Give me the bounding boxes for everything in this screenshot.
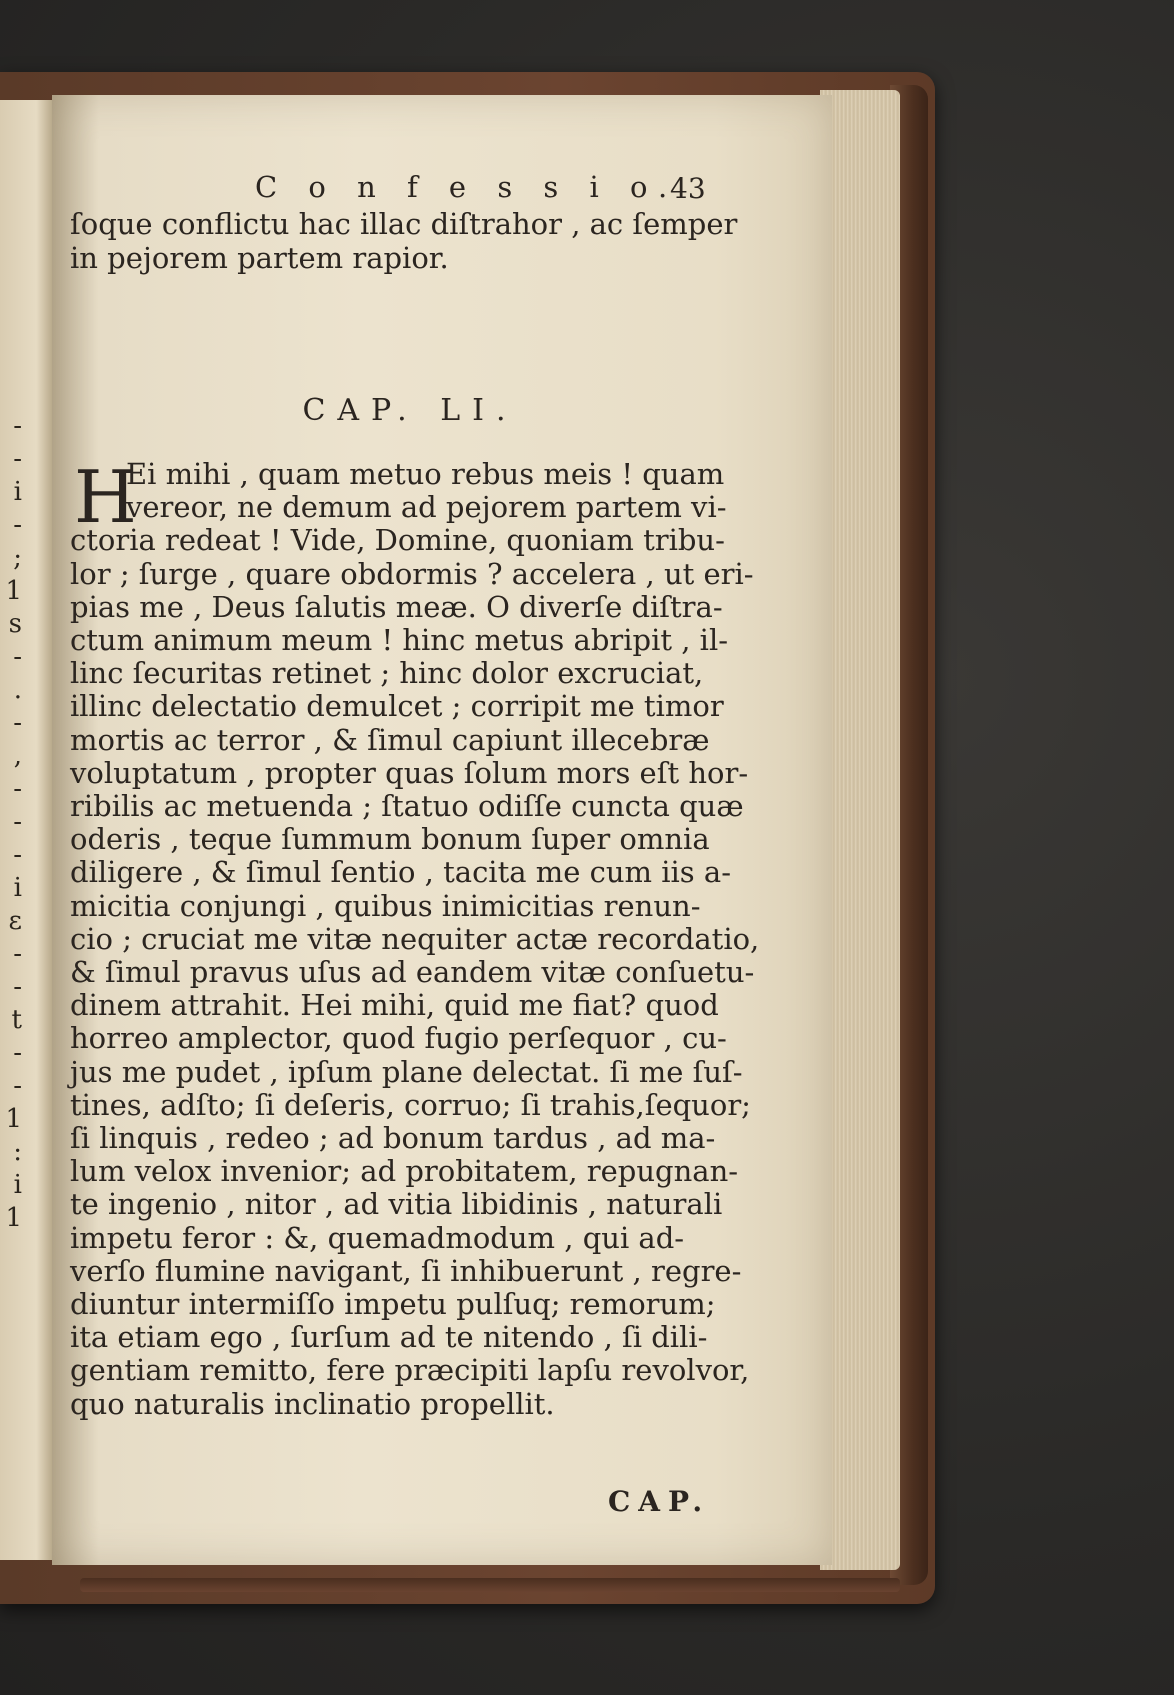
text-line: tines, adſto; ſi deſeris, corruo; ſi trahis,ſequor;: [70, 1087, 751, 1122]
running-title: C o n f e s s i o.: [255, 170, 679, 204]
text-line: impetu feror : &, quemadmodum , qui ad-: [70, 1220, 685, 1255]
margin-mark: -: [13, 444, 22, 474]
margin-mark: -: [13, 1038, 22, 1068]
page-number: 43: [670, 172, 706, 205]
text-line: lum velox invenior; ad probitatem, repugnan-: [70, 1154, 739, 1189]
margin-mark: 1: [5, 1104, 22, 1134]
catchword: CAP.: [608, 1485, 711, 1518]
margin-mark: i: [13, 477, 22, 507]
margin-mark: :: [13, 1137, 22, 1167]
right-page: [52, 95, 832, 1565]
text-line: ribilis ac metuenda ; ſtatuo odiſſe cuncta quæ: [70, 789, 744, 823]
margin-mark: 1: [5, 1203, 22, 1233]
text-line: quo naturalis inclinatio propellit.: [70, 1386, 555, 1421]
drop-cap-initial: H: [74, 455, 137, 539]
margin-mark: -: [13, 411, 22, 441]
text-line: lor ; ſurge , quare obdormis ? accelera , ut eri-: [70, 556, 754, 591]
text-line: verſo flumine navigant, ſi inhibuerunt , regre-: [70, 1253, 742, 1288]
text-line: illinc delectatio demulcet ; corripit me timor: [70, 689, 724, 724]
margin-mark: -: [13, 807, 22, 837]
left-page-margin-marks: [0, 410, 22, 1235]
margin-mark: -: [13, 642, 22, 672]
margin-mark: -: [13, 1071, 22, 1101]
text-line: dinem attrahit. Hei mihi, quid me fiat? quod: [70, 988, 719, 1023]
page-header: [70, 170, 750, 210]
text-line: linc ſecuritas retinet ; hinc dolor excruciat,: [70, 656, 704, 691]
text-line: ctum animum meum ! hinc metus abripit , il-: [70, 623, 729, 657]
text-line: ita etiam ego , ſurſum ad te nitendo , ſi dili-: [70, 1320, 708, 1355]
text-line: oderis , teque ſummum bonum ſuper omnia: [70, 822, 710, 857]
text-line: diligere , & ſimul ſentio , tacita me cum iis a-: [70, 855, 731, 890]
margin-mark: ε: [8, 906, 22, 936]
text-line: mortis ac terror , & ſimul capiunt illecebræ: [70, 722, 710, 757]
left-page: [0, 100, 52, 1560]
margin-mark: t: [11, 1005, 22, 1035]
text-line: te ingenio , nitor , ad vitia libidinis , naturali: [70, 1187, 723, 1222]
margin-mark: i: [13, 873, 22, 903]
text-line: Ei mihi , quam metuo rebus meis ! quam: [126, 457, 725, 491]
text-line: voluptatum , propter quas ſolum mors eſt hor-: [70, 755, 749, 790]
margin-mark: -: [13, 939, 22, 969]
text-line: ſi linquis , redeo ; ad bonum tardus , ad ma-: [70, 1121, 716, 1155]
text-line: gentiam remitto, fere præcipiti lapſu revolvor,: [70, 1353, 750, 1388]
text-line: & ſimul pravus uſus ad eandem vitæ conſuetu-: [70, 955, 755, 989]
text-line: vereor, ne demum ad pejorem partem vi-: [126, 490, 727, 525]
text-line: diuntur intermiſſo impetu pulſuq; remorum;: [70, 1287, 716, 1321]
text-line: cio ; cruciat me vitæ nequiter actæ recordatio,: [70, 921, 760, 956]
margin-mark: ;: [13, 543, 22, 573]
margin-mark: -: [13, 708, 22, 738]
margin-mark: 1: [5, 576, 22, 606]
margin-mark: -: [13, 510, 22, 540]
margin-mark: s: [8, 609, 22, 639]
book-bottom-edge: [80, 1578, 900, 1592]
page-edges: [820, 90, 900, 1570]
margin-mark: i: [13, 1170, 22, 1200]
margin-mark: ,: [13, 741, 22, 771]
text-line: ctoria redeat ! Vide, Domine, quoniam tribu-: [70, 523, 725, 558]
text-line: horreo amplector, quod fugio perſequor , cu-: [70, 1021, 727, 1056]
text-line: micitia conjungi , quibus inimicitias renun-: [70, 888, 701, 923]
text-line: jus me pudet , ipſum plane delectat. ſi me ſuſ-: [70, 1054, 743, 1089]
margin-mark: -: [13, 774, 22, 804]
margin-mark: -: [13, 840, 22, 870]
text-line: ſoque conflictu hac illac diſtrahor , ac ſemper: [70, 207, 738, 241]
chapter-heading: CAP. LI.: [302, 393, 518, 428]
text-line: pias me , Deus ſalutis meæ. O diverſe diſtra-: [70, 589, 723, 624]
margin-mark: -: [13, 972, 22, 1002]
margin-mark: .: [13, 675, 22, 705]
text-line: in pejorem partem rapior.: [70, 241, 449, 275]
